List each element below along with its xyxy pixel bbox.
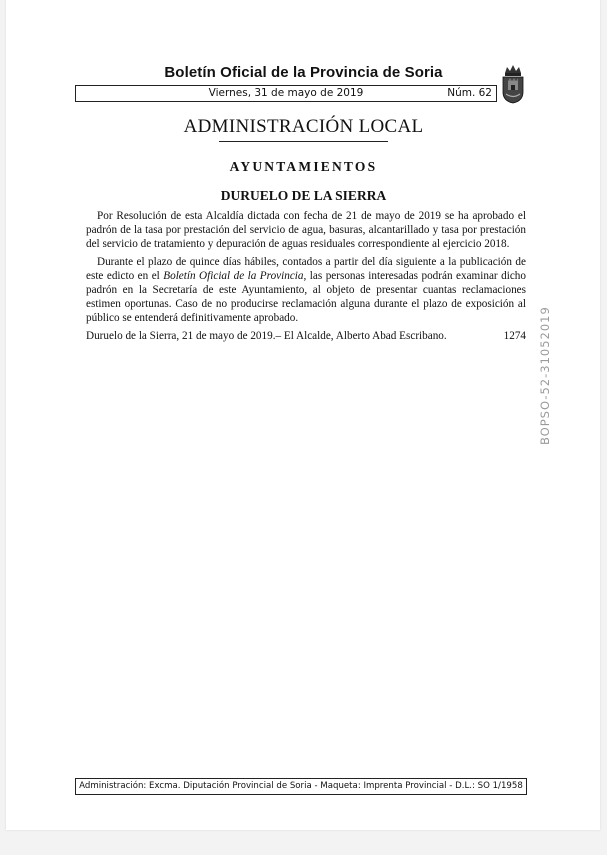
signature-line [86,329,526,343]
publication-name: Boletín Oficial de la Provincia [163,269,304,282]
paragraph-exposure: Durante el plazo de quince días hábiles, contados a partir del día siguiente a la publicación de este edicto en el Boletín Oficial de la Provincia, las personas interesadas podrán examinar dicho padrón en la Secretaría de este Ayuntamiento, al objeto de presentar cuantas reclamaciones estimen oportunas. Caso de no producirse reclamación alguna durante el plazo de exposición al público se entenderá definitivamente aprobado. [86,255,526,325]
entity-name: DURUELO DE LA SIERRA [220,188,387,203]
coat-of-arms-icon [500,64,526,104]
announcement-body [86,209,526,346]
bulletin-title: Boletín Oficial de la Provincia de Soria [164,64,443,81]
issue-date: Viernes, 31 de mayo de 2019 [208,87,364,99]
section-title: ADMINISTRACIÓN LOCAL [183,116,424,137]
section-subtitle: AYUNTAMIENTOS [229,159,378,174]
document-code: BOPSO-52-31052019 [538,306,552,445]
date-bar [75,85,497,102]
issue-number: Núm. 62 [447,87,492,99]
paragraph-resolution: Por Resolución de esta Alcaldía dictada con fecha de 21 de mayo de 2019 se ha aprobado el padrón de la tasa por prestación del servicio de agua, basuras, alcantarillado y tasa por prestación del servicio de tratamiento y depuración de aguas residuales correspondiente al ejercicio 2018. [86,210,526,251]
signature: Duruelo de la Sierra, 21 de mayo de 2019.– El Alcalde, Alberto Abad Escribano. [86,329,447,342]
reference-number: 1274 [503,329,526,342]
footer: Administración: Excma. Diputación Provincial de Soria - Maqueta: Imprenta Provincial - D.L.: SO 1/1958 [75,778,527,795]
section-divider [219,141,388,142]
